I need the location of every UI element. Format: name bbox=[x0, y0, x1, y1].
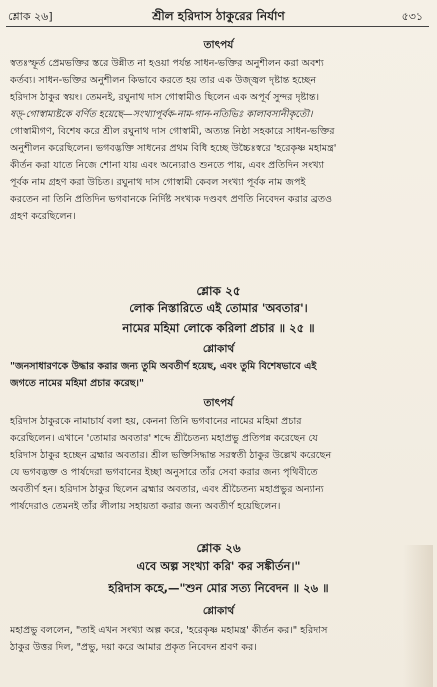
text-line: ঠাকুর উত্তর দিল, "প্রভু, দয়া করে আমার প্রকৃত নিবেদন শ্রবণ কর। bbox=[10, 642, 257, 653]
running-header-chapter-title: শ্রীল হরিদাস ঠাকুরের নির্যাণ bbox=[152, 9, 285, 23]
verse-26-line-1: এবে অল্প সংখ্যা করি' কর সঙ্কীর্তন।" bbox=[136, 559, 301, 573]
text-line: কীর্তন করা যাতে নিজে শোনা যায় এবং অন্যেরাও শুনতে পায়, এবং প্রতিদিন সংখ্যা bbox=[10, 160, 325, 171]
text-line: অবতীর্ণ হন। হরিদাস ঠাকুর ছিলেন ব্রহ্মার অবতার, এবং শ্রীচৈতন্য মহাপ্রভুর অন্যান্য bbox=[10, 484, 324, 495]
text-line: হরিদাস ঠাকুর হচ্ছেন ব্রহ্মার অবতার। শ্রীল ভক্তিসিদ্ধান্ত সরস্বতী ঠাকুর উল্লেখ করেছেন bbox=[10, 450, 332, 461]
text-line: জগতে নামের মহিমা প্রচার করেছ।" bbox=[10, 378, 144, 389]
text-line: অনুশীলন করেছিলেন। ভগবদ্ভক্তি সাধনের প্রথম বিধি হচ্ছে উচ্চৈঃস্বরে 'হরেকৃষ্ণ মহামন্ত্র' bbox=[10, 143, 337, 154]
translation-heading-26: শ্লোকার্থ bbox=[202, 605, 235, 617]
purport-paragraph-25 bbox=[10, 413, 429, 515]
text-line: হরিদাস ঠাকুরকে নামাচার্য বলা হয়, কেননা তিনি ভগবানের নামের মহিমা প্রচার bbox=[10, 416, 302, 427]
text-line: মহাপ্রভু বললেন, "তাই এখন সংখ্যা অল্প করে, 'হরেকৃষ্ণ মহামন্ত্র' কীর্তন কর।" হরিদাস bbox=[10, 625, 328, 636]
page-curl-shadow bbox=[403, 545, 433, 687]
translation-paragraph-25 bbox=[10, 358, 429, 392]
translation-paragraph-26 bbox=[10, 622, 429, 656]
text-line: পূর্বক নাম গ্রহণ করা উচিত। রঘুনাথ দাস গোস্বামী কেবল সংখ্যা পূর্বক নাম জপই bbox=[10, 177, 306, 188]
text-line: "জনসাধারণকে উদ্ধার করার জন্য তুমি অবতীর্ণ হয়েছ, এবং তুমি বিশেষভাবে এই bbox=[10, 361, 317, 372]
text-line: কর্তব্য। সাধন-ভক্তির অনুশীলন কিভাবে করতে হয় তার এক উজ্জ্বল দৃষ্টান্ত হচ্ছেন bbox=[10, 75, 317, 86]
verse-26-line-2: হরিদাস কহে,—"শুন মোর সত্য নিবেদন ॥ ২৬ ॥ bbox=[108, 581, 329, 595]
text-line: স্বতঃস্ফূর্ত প্রেমভক্তির স্তরে উন্নীত না হওয়া পর্যন্ত সাধন-ভক্তির অনুশীলন করা অবশ্য bbox=[10, 58, 324, 69]
text-line: পার্ষদেরাও তেমনই তাঁর লীলায় সহায়তা করার জন্য অবতীর্ণ হয়েছিলেন। bbox=[10, 501, 281, 512]
purport-heading-25: তাৎপর্য bbox=[203, 397, 234, 409]
verse-25-line-2: নামের মহিমা লোকে করিলা প্রচার ॥ ২৫ ॥ bbox=[122, 321, 315, 335]
page-number: ৫৩১ bbox=[401, 10, 423, 23]
verse-heading-25: শ্লোক ২৫ bbox=[196, 284, 241, 298]
text-line: করতেন না তিনি প্রতিদিন ভগবানকে নির্দিষ্ট সংখ্যক দণ্ডবৎ প্রণতি নিবেদন করার ব্রতও bbox=[10, 194, 333, 205]
text-line: গোস্বামীগণ, বিশেষ করে শ্রীল রঘুনাথ দাস গোস্বামী, অত্যন্ত নিষ্ঠা সহকারে সাধন-ভক্তির bbox=[10, 126, 335, 137]
text-line: ষড়্-গোস্বাম্যষ্টকে বর্ণিত হয়েছে—সংখ্যাপূর্বক-নাম-গান-নতিভিঃ কালাবসানীকৃতৌ। bbox=[10, 109, 313, 120]
verse-heading-26: শ্লোক ২৬ bbox=[196, 541, 241, 555]
text-line: যে ভগবদ্ভক্ত ও পার্ষদেরা ভগবানের ইচ্ছা অনুসারে তাঁর সেবা করার জন্য পৃথিবীতে bbox=[10, 467, 318, 478]
text-line: করেছিলেন। এখানে 'তোমার অবতার' শব্দে শ্রীচৈতন্য মহাপ্রভু প্রতিপন্ন করেছেন যে bbox=[10, 433, 318, 444]
purport-heading-24: তাৎপর্য bbox=[203, 39, 234, 51]
translation-heading-25: শ্লোকার্থ bbox=[202, 343, 235, 355]
header-rule bbox=[6, 26, 429, 27]
running-header-verse-ref: শ্লোক ২৬] bbox=[8, 10, 53, 23]
text-line: গ্রহণ করেছিলেন। bbox=[10, 211, 76, 222]
purport-paragraph-24 bbox=[10, 55, 429, 225]
text-line: হরিদাস ঠাকুর স্বয়ং। তেমনই, রঘুনাথ দাস গোস্বামীও ছিলেন এক অপূর্ব সুন্দর দৃষ্টান্ত। bbox=[10, 92, 320, 103]
verse-25-line-1: লোক নিস্তারিতে এই তোমার 'অবতার'। bbox=[129, 301, 308, 315]
